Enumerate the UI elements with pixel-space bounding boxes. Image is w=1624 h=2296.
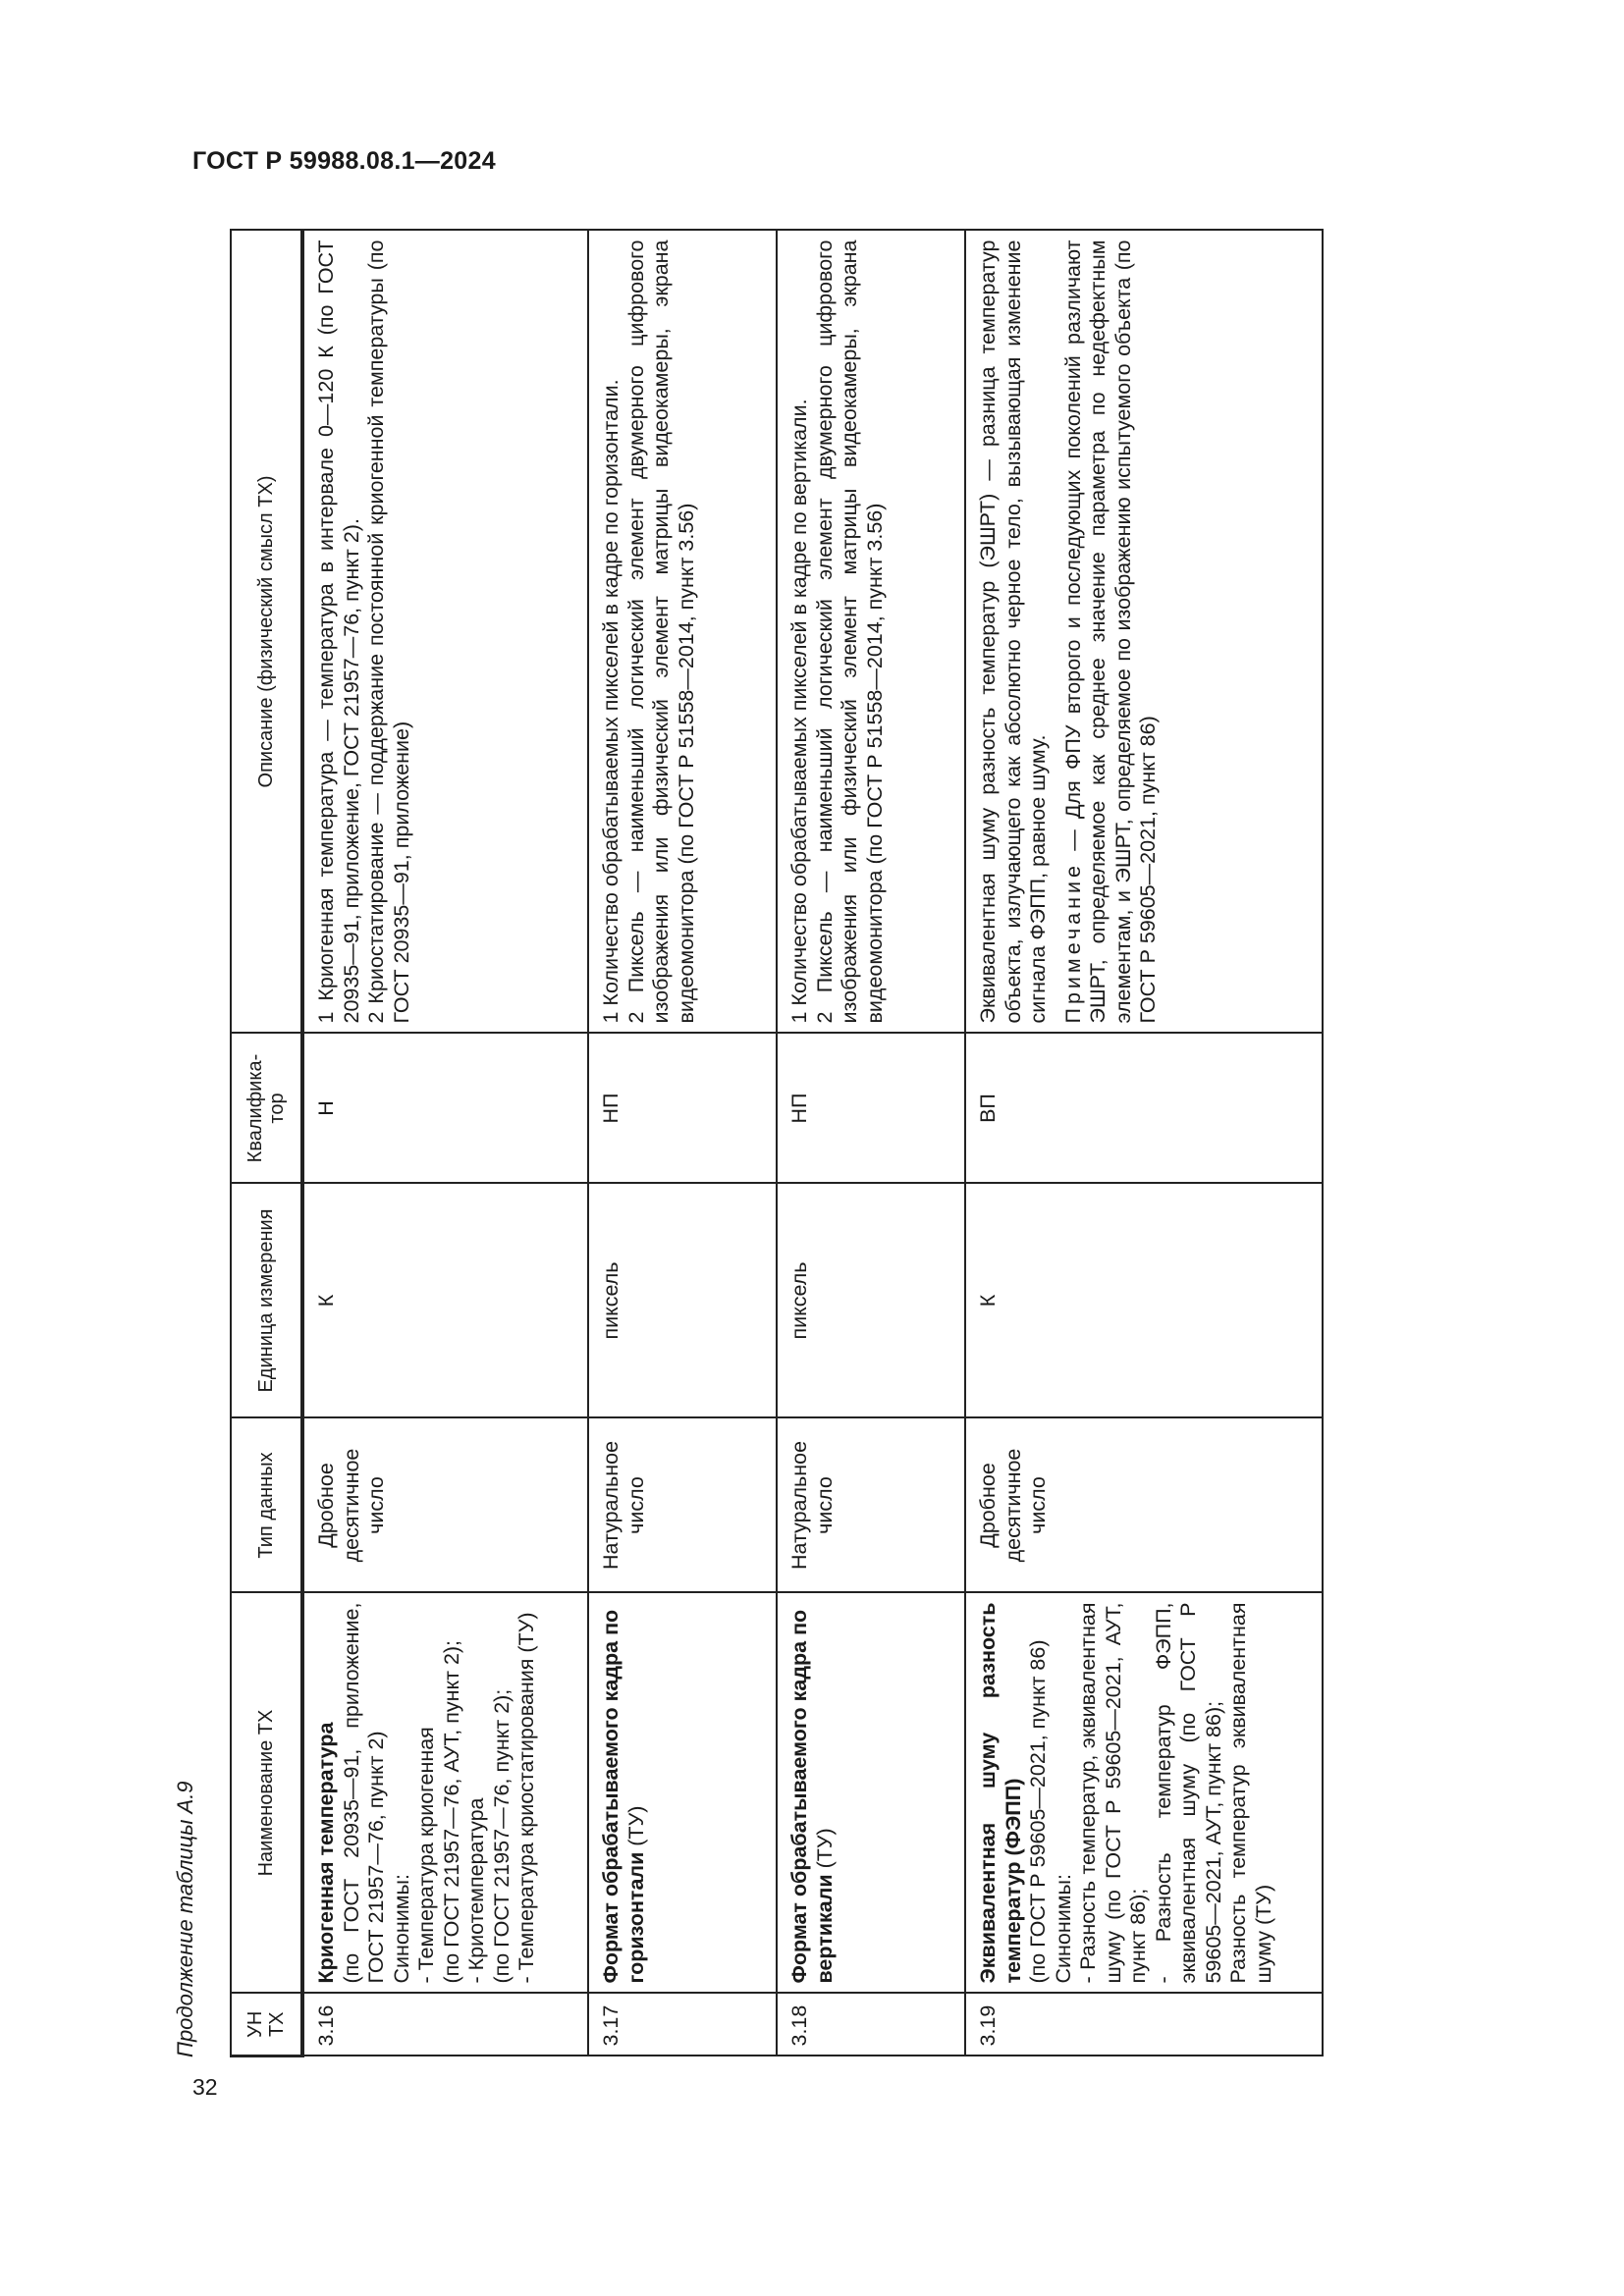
cell-type: Дробное десятичное число (302, 1418, 588, 1593)
name-line: (по ГОСТ 20935—91, приложение, ГОСТ 21957—76, пункт 2) (339, 1602, 388, 1984)
table-row (588, 231, 777, 2056)
table-caption: Продолжение таблицы А.9 (173, 1781, 197, 2057)
cell-name (777, 1593, 965, 1994)
rotated-table-area (175, 232, 1314, 2057)
col-header-unit: Единица измерения (231, 1184, 302, 1418)
cell-unit: К (965, 1184, 1323, 1418)
cell-unit: пиксель (777, 1184, 965, 1418)
col-header-description: Описание (физический смысл ТХ) (231, 231, 302, 1034)
name-line: - Разность температур, эквивалентная шуму (по ГОСТ Р 59605—2021, АУТ, пункт 86); (1076, 1602, 1150, 1984)
col-header-name: Наименование ТХ (231, 1593, 302, 1994)
description-line: 2 Криостатирование — поддержание постоянной криогенной температуры (по ГОСТ 20935—91, приложение) (364, 240, 413, 1024)
name-line: Разность температур эквивалентная шуму (ТУ) (1226, 1602, 1275, 1984)
name-line: - Температура криостатирования (ТУ) (514, 1612, 538, 1984)
name-line: (по ГОСТ Р 59605—2021, пункт 86) (1026, 1639, 1050, 1984)
cell-un: 3.17 (588, 1994, 777, 2056)
term-suffix: (ТУ) (812, 1828, 837, 1875)
name-line: (по ГОСТ 21957—76, АУТ, пункт 2); (439, 1639, 463, 1984)
cell-description (302, 231, 588, 1034)
name-line: (по ГОСТ 21957—76, пункт 2); (489, 1688, 514, 1984)
cell-type: Натуральное число (777, 1418, 965, 1593)
cell-description (777, 231, 965, 1034)
cell-type: Натуральное число (588, 1418, 777, 1593)
table-row (777, 231, 965, 2056)
table-header-row (231, 231, 302, 2056)
cell-name (588, 1593, 777, 1994)
description-line: 1 Криогенная температура — температура в интервале 0—120 К (по ГОСТ 20935—91, приложение, ГОСТ 21957—76, пункт 2). (314, 240, 363, 1024)
cell-description (588, 231, 777, 1034)
cell-un: 3.18 (777, 1994, 965, 2056)
note-text: — Для ФПУ второго и последующих поколений различают ЭШРТ, определяемое как среднее значение параметра по недефектным элементам, и ЭШРТ, определяемое по изображению испытуемого объекта (по ГОСТ Р 59605—2021, пункт 86) (1060, 240, 1160, 1024)
name-line: - Разность температур ФЭПП, эквивалентная шуму (по ГОСТ Р 59605—2021, АУТ, пункт 86); (1151, 1602, 1225, 1984)
col-header-type: Тип данных (231, 1418, 302, 1593)
cell-qualifier: НП (777, 1034, 965, 1184)
cell-qualifier: ВП (965, 1034, 1323, 1184)
cell-qualifier: НП (588, 1034, 777, 1184)
document-code: ГОСТ Р 59988.08.1—2024 (192, 147, 496, 175)
description-line: 1 Количество обрабатываемых пикселей в кадре по вертикали. (787, 399, 811, 1024)
term-suffix: (ТУ) (623, 1805, 648, 1852)
cell-unit: пиксель (588, 1184, 777, 1418)
description-line: 2 Пиксель — наименьший логический элемент двумерного цифрового изображения или физический элемент матрицы видеокамеры, экрана видеомонитора (по ГОСТ Р 51558—2014, пункт 3.56) (812, 240, 887, 1024)
name-line: - Криотемпература (464, 1797, 488, 1984)
cell-type: Дробное десятичное число (965, 1418, 1323, 1593)
col-header-un: УН ТХ (231, 1994, 302, 2056)
description-main: Эквивалентная шуму разность температур (ЭШРТ) — разница температур объекта, излучающего как абсолютно черное тело, вызывающая изменение сигнала ФЭПП, равное шуму. (976, 240, 1050, 1024)
cell-description (965, 231, 1323, 1034)
cell-name (965, 1593, 1323, 1994)
note-label: Примечание (1060, 862, 1085, 1024)
cell-unit: К (302, 1184, 588, 1418)
cell-qualifier: Н (302, 1034, 588, 1184)
description-line: 2 Пиксель — наименьший логический элемент двумерного цифрового изображения или физический элемент матрицы видеокамеры, экрана видеомонитора (по ГОСТ Р 51558—2014, пункт 3.56) (623, 240, 698, 1024)
term-title: Формат обрабатываемого кадра по вертикали (787, 1609, 837, 1984)
cell-un: 3.19 (965, 1994, 1323, 2056)
table-row (302, 231, 588, 2056)
name-line: Синонимы: (389, 1874, 413, 1984)
characteristics-table (230, 230, 1324, 2058)
description-note (1061, 240, 1162, 1024)
col-header-qualifier: Квалифика-тор (231, 1034, 302, 1184)
term-title: Эквивалентная шуму разность температур (ФЭПП) (976, 1602, 1025, 1984)
page-number: 32 (192, 2074, 218, 2100)
table-row (965, 231, 1323, 2056)
name-line: Синонимы: (1051, 1874, 1075, 1984)
cell-name (302, 1593, 588, 1994)
term-title: Криогенная температура (314, 1722, 338, 1984)
name-line: - Температура криогенная (414, 1727, 438, 1984)
description-line: 1 Количество обрабатываемых пикселей в кадре по горизонтали. (599, 379, 623, 1024)
term-title: Формат обрабатываемого кадра по горизонтали (599, 1609, 648, 1984)
cell-un: 3.16 (302, 1994, 588, 2056)
